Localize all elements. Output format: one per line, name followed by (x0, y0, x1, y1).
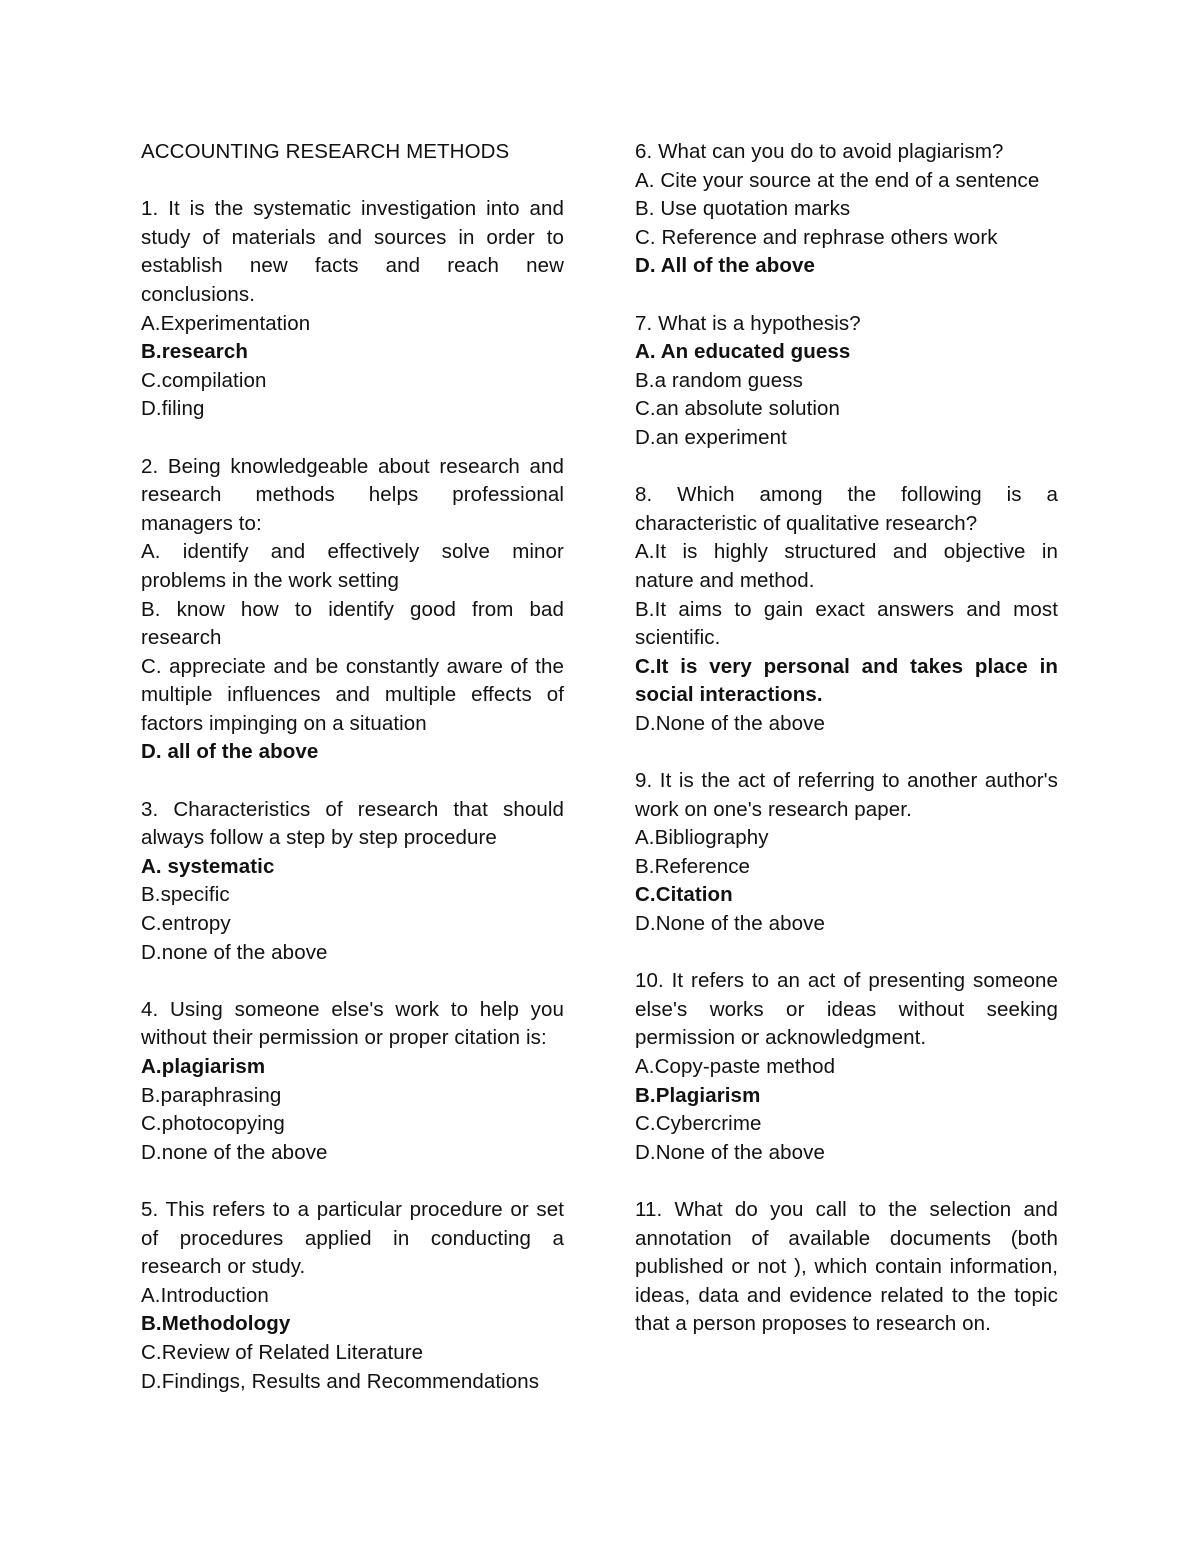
question-stem: 2. Being knowledgeable about research and research methods helps professional managers to: (141, 454, 564, 535)
left-column (141, 138, 564, 1396)
answer-option: B. Use quotation marks (635, 197, 851, 221)
answer-option: C.entropy (141, 912, 231, 936)
answer-option: B.Reference (635, 854, 751, 878)
answer-option: B.a random guess (635, 368, 803, 392)
answer-option: D.Findings, Results and Recommendations (141, 1369, 540, 1393)
question-block (635, 138, 1058, 281)
answer-option: B.paraphrasing (141, 1083, 282, 1107)
question-stem: 9. It is the act of referring to another author's work on one's research paper. (635, 769, 1058, 821)
answer-option: A. Cite your source at the end of a sentence (635, 168, 1040, 192)
question-stem: 10. It refers to an act of presenting someone else's works or ideas without seeking permission or acknowledgment. (635, 969, 1058, 1050)
spacer (141, 967, 564, 996)
answer-option: A.Copy-paste method (635, 1055, 836, 1078)
answer-option: B.specific (141, 883, 230, 907)
question-stem: 3. Characteristics of research that should always follow a step by step procedure (141, 797, 564, 850)
spacer (141, 424, 564, 453)
answer-option: B. know how to identify good from bad research (141, 597, 564, 650)
answer-option: D.filing (141, 397, 205, 421)
answer-option: D.None of the above (635, 1140, 825, 1164)
answer-option-correct: C.It is very personal and takes place in social interactions. (635, 654, 1058, 707)
answer-option: A.Introduction (141, 1283, 269, 1307)
answer-option: C.Cybercrime (635, 1112, 762, 1136)
question-block (141, 996, 564, 1168)
question-block (635, 1196, 1058, 1339)
question-block (141, 195, 564, 424)
question-stem: 11. What do you call to the selection and annotation of available documents (both published or not ), which contain information, ideas, data and evidence related to the topic that a person proposes to research on. (635, 1197, 1058, 1336)
right-column (635, 138, 1058, 1339)
spacer (635, 939, 1058, 968)
question-stem: 8. Which among the following is a characteristic of qualitative research? (635, 483, 1058, 535)
answer-option-correct: A. An educated guess (635, 340, 851, 364)
answer-option: C.compilation (141, 368, 267, 392)
question-block (635, 967, 1058, 1167)
answer-option: A.Bibliography (635, 826, 769, 850)
question-stem: 7. What is a hypothesis? (635, 311, 861, 335)
answer-option-correct: A.plagiarism (141, 1055, 266, 1078)
answer-option-correct: B.research (141, 340, 248, 364)
question-stem: 1. It is the systematic investigation into and study of materials and sources in order to establish new facts and reach new conclusions. (141, 197, 564, 306)
spacer (141, 1167, 564, 1196)
answer-option: A. identify and effectively solve minor problems in the work setting (141, 540, 564, 592)
question-block (635, 310, 1058, 453)
answer-option: A.Experimentation (141, 311, 311, 335)
right-question-list (635, 138, 1058, 1339)
question-block (141, 453, 564, 768)
answer-option: D.an experiment (635, 425, 787, 449)
answer-option: D.None of the above (635, 912, 825, 936)
spacer (635, 453, 1058, 482)
question-stem: 4. Using someone else's work to help you without their permission or proper citation is: (141, 997, 564, 1050)
question-stem: 5. This refers to a particular procedure or set of procedures applied in conducting a research or study. (141, 1197, 564, 1279)
answer-option-correct: B.Methodology (141, 1312, 291, 1336)
answer-option: C.Review of Related Literature (141, 1340, 424, 1364)
answer-option-correct: B.Plagiarism (635, 1083, 761, 1107)
answer-option: C.an absolute solution (635, 397, 841, 421)
left-question-list (141, 195, 564, 1396)
spacer (141, 167, 564, 196)
question-block (141, 796, 564, 968)
answer-option-correct: C.Citation (635, 883, 733, 907)
spacer (635, 281, 1058, 310)
document-title: ACCOUNTING RESEARCH METHODS (141, 140, 510, 163)
answer-option: D.none of the above (141, 940, 328, 964)
answer-option-correct: D. All of the above (635, 254, 815, 278)
answer-option: C. appreciate and be constantly aware of the multiple influences and multiple effects of factors impinging on a situation (141, 654, 564, 735)
spacer (635, 1167, 1058, 1196)
answer-option-correct: D. all of the above (141, 740, 319, 764)
spacer (141, 767, 564, 796)
question-stem: 6. What can you do to avoid plagiarism? (635, 140, 1004, 163)
answer-option: B.It aims to gain exact answers and most scientific. (635, 597, 1058, 650)
question-block (635, 481, 1058, 738)
question-block (635, 767, 1058, 939)
question-block (141, 1196, 564, 1396)
answer-option: A.It is highly structured and objective in nature and method. (635, 540, 1058, 592)
answer-option: C.photocopying (141, 1112, 285, 1136)
answer-option-correct: A. systematic (141, 854, 275, 878)
spacer (635, 738, 1058, 767)
answer-option: C. Reference and rephrase others work (635, 225, 998, 249)
answer-option: D.None of the above (635, 711, 825, 735)
answer-option: D.none of the above (141, 1140, 328, 1164)
